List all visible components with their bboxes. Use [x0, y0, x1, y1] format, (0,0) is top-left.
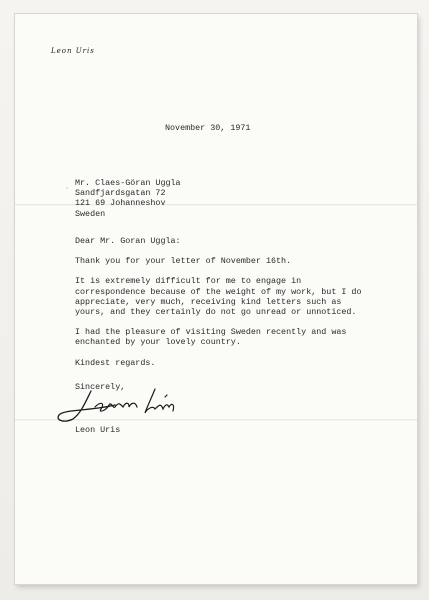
recipient-name: Mr. Claes-Göran Uggla: [75, 178, 181, 188]
recipient-street: Sandfjardsgatan 72: [75, 188, 166, 199]
handwritten-signature: [51, 383, 211, 425]
pen-mark: ʻ: [66, 187, 68, 193]
salutation: Dear Mr. Goran Uggla:: [75, 236, 181, 246]
recipient-address: [75, 178, 181, 219]
signer-name: Leon Uris: [75, 425, 121, 435]
recipient-city: 121 69 Johanneshov: [75, 198, 166, 209]
paragraph: Thank you for your letter of November 16th.: [75, 256, 292, 267]
closing: Sincerely,: [75, 381, 126, 392]
paragraph: It is extremely difficult for me to engage in correspondence because of the weight of my work, but I do appreciate, very much, receiving kind letters such as yours, and they certainly do not go unread or unnoticed.: [75, 276, 362, 318]
paragraph: Kindest regards.: [75, 357, 156, 368]
letterhead: Leon Uris: [51, 47, 95, 55]
letter-page: [15, 14, 417, 584]
letter-body: [75, 236, 371, 402]
recipient-country: Sweden: [75, 208, 106, 219]
letter-date: November 30, 1971: [165, 123, 251, 133]
paragraph: I had the pleasure of visiting Sweden recently and was enchanted by your lovely country.: [75, 327, 347, 348]
